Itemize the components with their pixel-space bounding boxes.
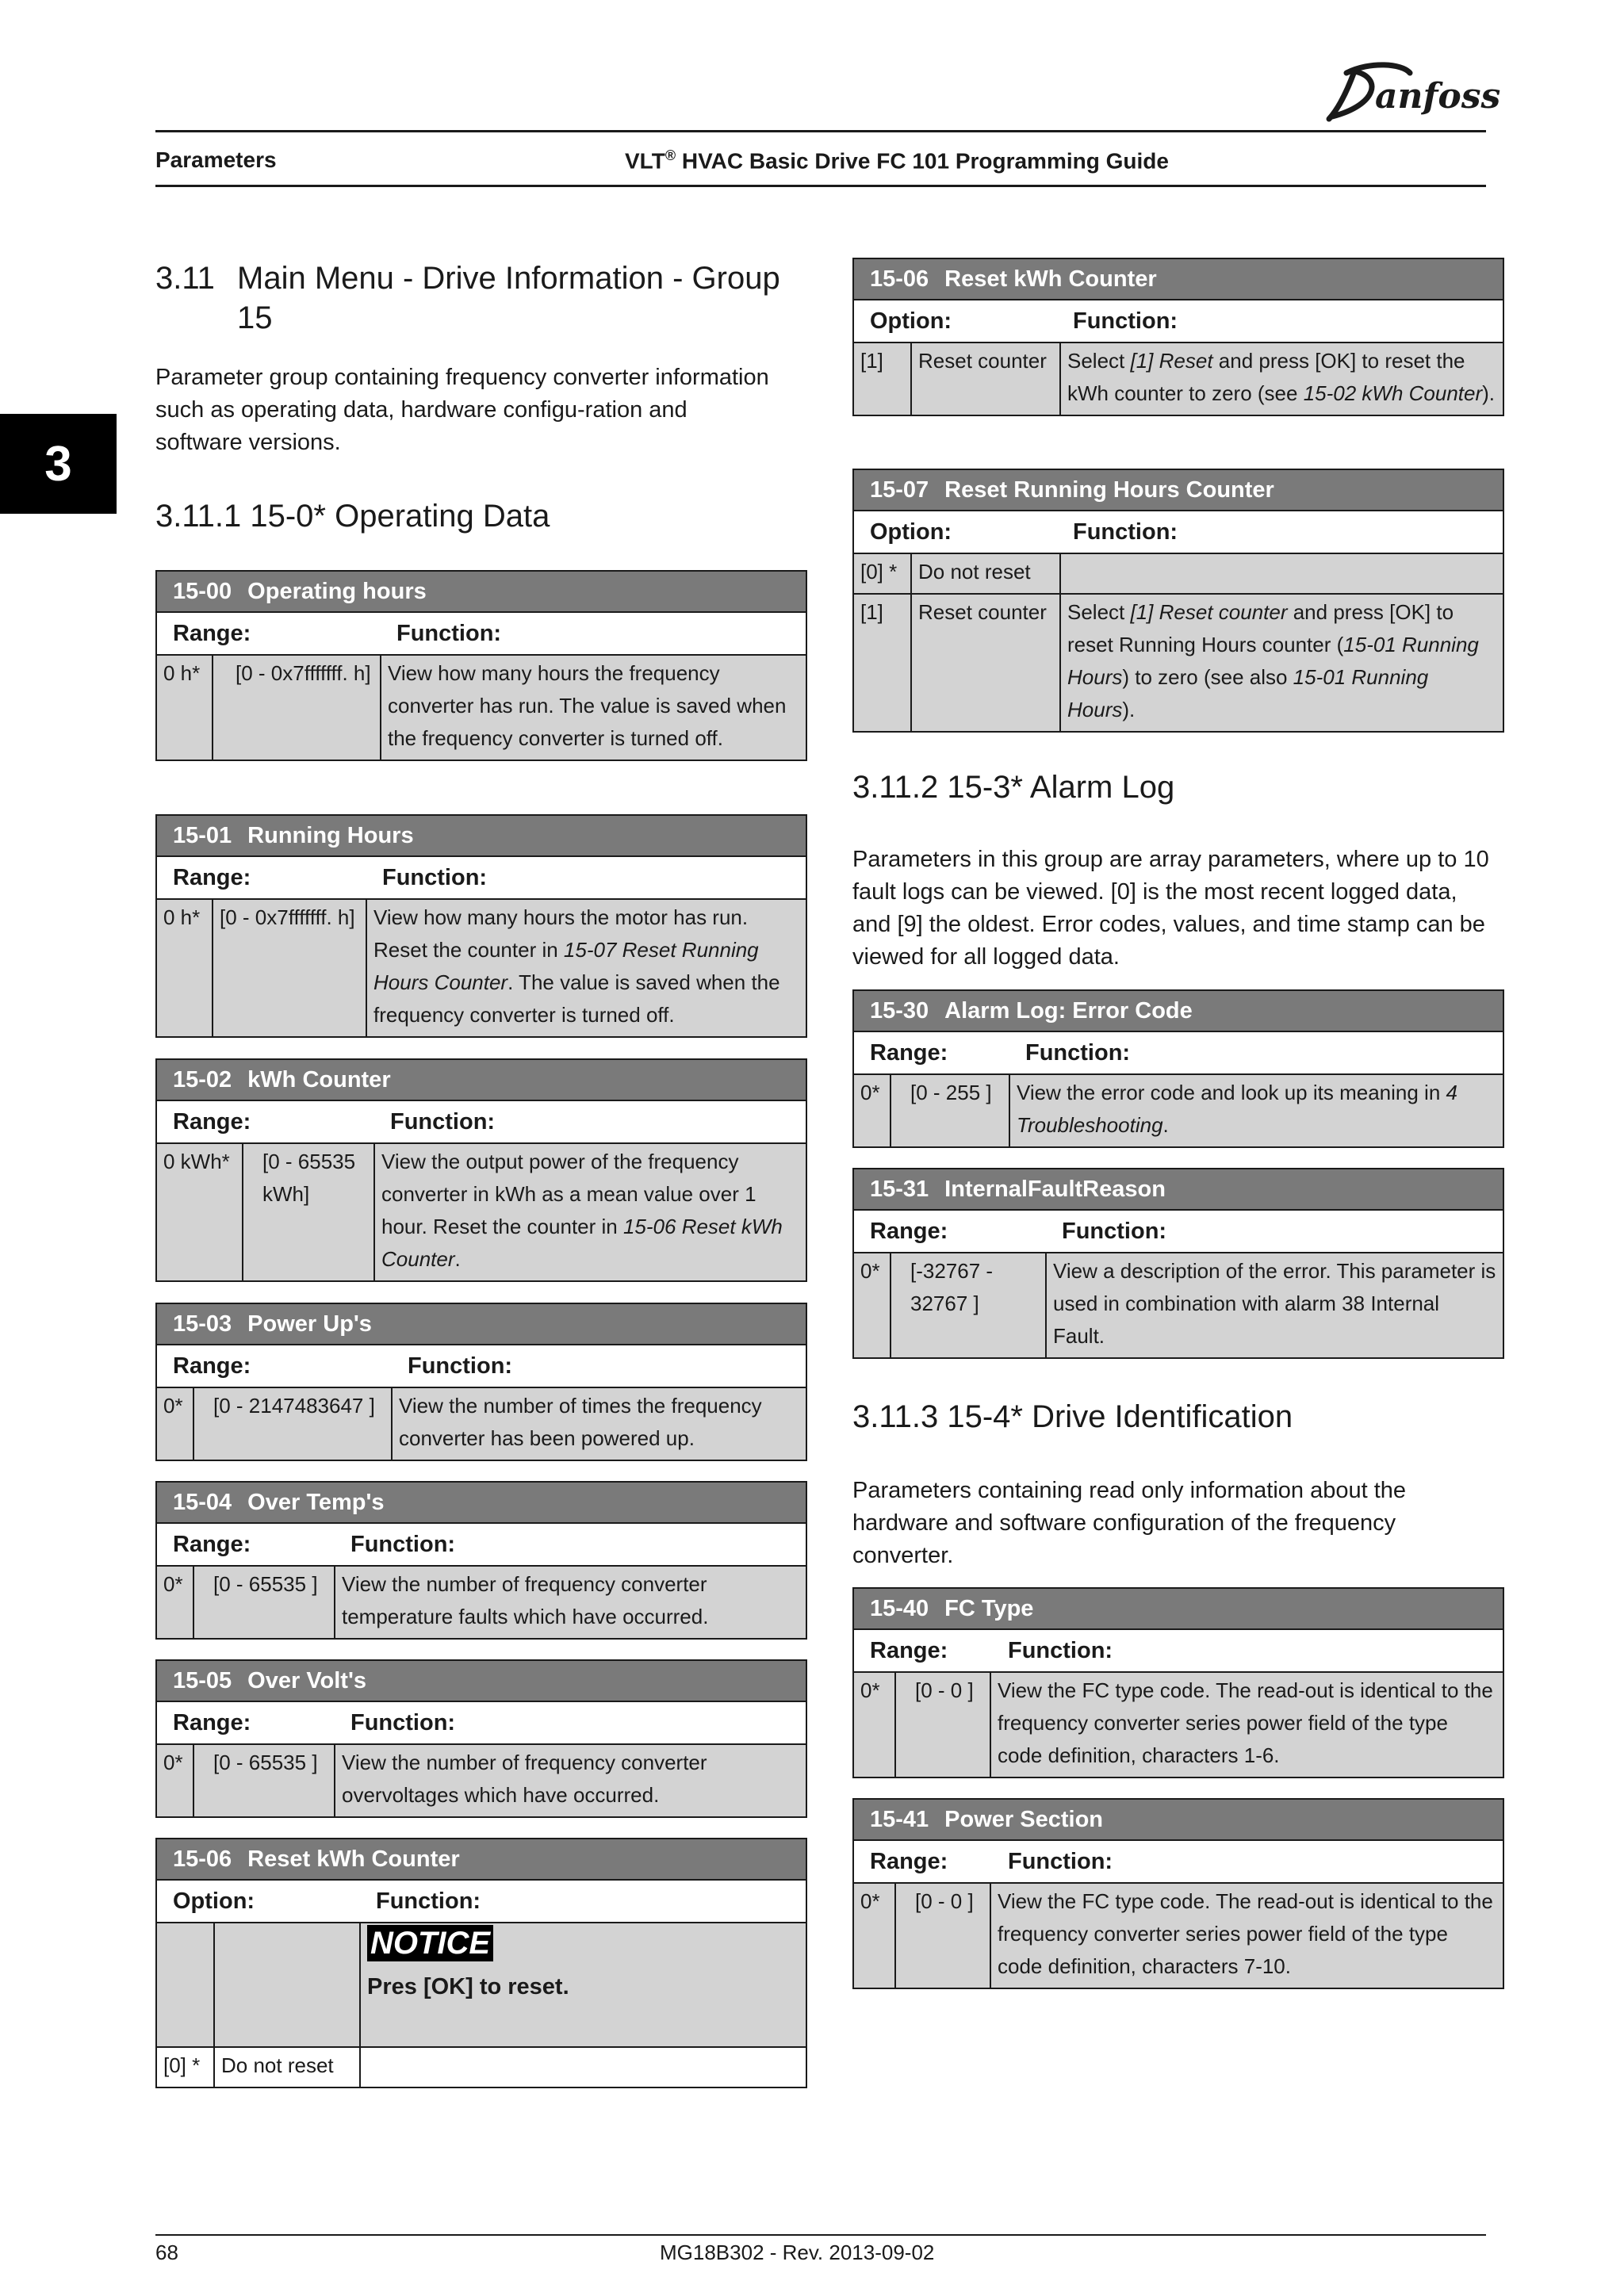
notice-label: NOTICE <box>367 1925 493 1961</box>
param-15-03: 15-03 Power Up's Range: Function: 0* [0 - 2147483647 ] View the number of times the frequency converter has been powered up. <box>155 1303 807 1461</box>
document-revision: MG18B302 - Rev. 2013-09-02 <box>660 2241 935 2264</box>
param-15-04: 15-04 Over Temp's Range: Function: 0* [0 - 65535 ] View the number of frequency converter temperature faults which have occurred. <box>155 1481 807 1640</box>
alarm-log-paragraph: Parameters in this group are array parameters, where up to 10 fault logs can be viewed. [0] is the most recent logged data, and [9] the oldest. Error codes, values, and time stamp can be viewed for all logged data. <box>852 847 1489 970</box>
heading-3-11-1: 3.11.1 15-0* Operating Data <box>155 499 550 534</box>
param-15-07: 15-07 Reset Running Hours Counter Option: Function: [0] * Do not reset [1] Reset counter Select [1] Reset counter and press [OK] to reset Running Hours counter (15-01 Running Hours) to zero (see also 15-01 Running Hours). <box>852 469 1504 733</box>
intro-paragraph: Parameter group containing frequency converter information such as operating data, hardware configu-ration and software versions. <box>155 365 769 455</box>
heading-3-11-2: 3.11.2 15-3* Alarm Log <box>852 770 1175 805</box>
footer-rule <box>155 2234 1486 2236</box>
param-15-01: 15-01 Running Hours Range: Function: 0 h* [0 - 0x7fffffff. h] View how many hours the motor has run. Reset the counter in 15-07 Reset Running Hours Counter. The value is saved when the frequency converter is turned off. <box>155 814 807 1038</box>
header-bottom-rule <box>155 185 1486 187</box>
drive-id-paragraph: Parameters containing read only information about the hardware and software configuration of the frequency converter. <box>852 1478 1407 1568</box>
danfoss-logo <box>1323 57 1501 125</box>
chapter-tab: 3 <box>0 414 117 514</box>
param-15-30: 15-30 Alarm Log: Error Code Range: Function: 0* [0 - 255 ] View the error code and look up its meaning in 4 Troubleshooting. <box>852 989 1504 1148</box>
param-15-02: 15-02 kWh Counter Range: Function: 0 kWh* [0 - 65535 kWh] View the output power of the frequency converter in kWh as a mean value over 1 hour. Reset the counter in 15-06 Reset kWh Counter. <box>155 1058 807 1282</box>
header-top-rule <box>155 130 1486 132</box>
param-15-31: 15-31 InternalFaultReason Range: Function: 0* [-32767 - 32767 ] View a description of the error. This parameter is used in combination with alarm 38 Internal Fault. <box>852 1168 1504 1359</box>
param-15-05: 15-05 Over Volt's Range: Function: 0* [0 - 65535 ] View the number of frequency converter overvoltages which have occurred. <box>155 1659 807 1818</box>
param-15-00: 15-00 Operating hours Range: Function: 0 h* [0 - 0x7fffffff. h] View how many hours the frequency converter has run. The value is saved when the frequency converter is turned off. <box>155 570 807 761</box>
page-number: 68 <box>155 2241 178 2264</box>
header-section: Parameters <box>155 147 277 172</box>
param-15-40: 15-40 FC Type Range: Function: 0* [0 - 0 ] View the FC type code. The read-out is identical to the frequency converter series power field of the type code definition, characters 1-6. <box>852 1587 1504 1778</box>
heading-3-11: 3.11 Main Menu - Drive Information - Group 15 <box>155 261 780 335</box>
param-15-06-notice: 15-06 Reset kWh Counter Option: Function: NOTICE Pres [OK] to reset. [0] * Do not reset <box>155 1838 807 2088</box>
notice-body: Pres [OK] to reset. <box>367 1974 569 1999</box>
header-title: VLT® HVAC Basic Drive FC 101 Programming Guide <box>625 147 1169 174</box>
param-15-41: 15-41 Power Section Range: Function: 0* [0 - 0 ] View the FC type code. The read-out is identical to the frequency converter series power field of the type code definition, characters 7-10. <box>852 1798 1504 1989</box>
heading-3-11-3: 3.11.3 15-4* Drive Identification <box>852 1399 1293 1434</box>
param-15-06-options: 15-06 Reset kWh Counter Option: Function: [1] Reset counter Select [1] Reset and press [OK] to reset the kWh counter to zero (see 15-02 kWh Counter). <box>852 258 1504 416</box>
svg-text:anfoss: anfoss <box>1375 76 1501 117</box>
